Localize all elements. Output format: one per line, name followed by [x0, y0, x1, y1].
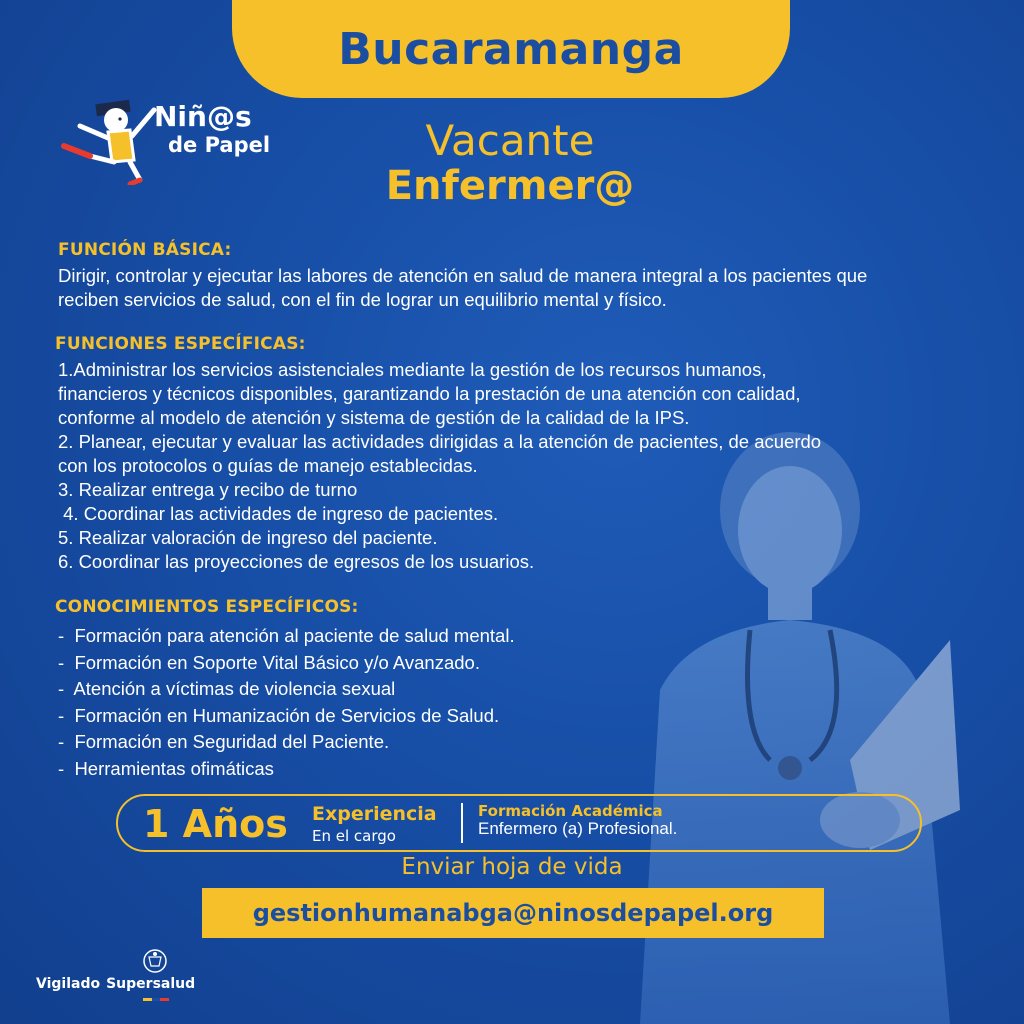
basic-function-text: [58, 264, 867, 312]
function-line: conforme al modelo de atención y sistema de gestión de la calidad de la IPS.: [58, 407, 690, 428]
function-line: 5. Realizar valoración de ingreso del paciente.: [58, 527, 438, 548]
logo-line-2: de Papel: [168, 133, 271, 157]
supersalud-label: Supersalud: [106, 976, 196, 992]
knowledge-item: - Herramientas ofimáticas: [58, 757, 274, 779]
function-line: 4. Coordinar las actividades de ingreso de pacientes.: [58, 503, 499, 524]
knowledge-item: - Formación para atención al paciente de salud mental.: [58, 625, 515, 646]
function-line: con los protocolos o guías de manejo establecidas.: [58, 455, 478, 476]
function-line: financieros y técnicos disponibles, garantizando la prestación de una atención con calidad,: [58, 383, 801, 404]
email-banner[interactable]: [202, 888, 824, 938]
basic-function-title: FUNCIÓN BÁSICA:: [58, 240, 232, 260]
function-line: 1.Administrar los servicios asistenciales mediante la gestión de los recursos humanos,: [58, 359, 767, 380]
send-cv-label: Enviar hoja de vida: [401, 854, 623, 880]
experience-label: Experiencia: [312, 803, 437, 825]
function-line: 2. Planear, ejecutar y evaluar las actividades dirigidas a la atención de pacientes, de acuerdo: [58, 431, 822, 452]
specific-functions-title: FUNCIONES ESPECÍFICAS:: [55, 334, 306, 354]
specific-knowledge-title: CONOCIMIENTOS ESPECÍFICOS:: [55, 597, 359, 617]
specific-knowledge-list: [58, 623, 515, 782]
function-line: 6. Coordinar las proyecciones de egresos de los usuarios.: [58, 551, 535, 572]
function-line: 3. Realizar entrega y recibo de turno: [58, 479, 358, 500]
basic-function-line: reciben servicios de salud, con el fin de lograr un equilibrio mental y físico.: [58, 289, 667, 310]
city-banner: [232, 0, 790, 98]
logo-line-1: Niñ@s: [154, 100, 252, 133]
vacancy-position: Enfermer@: [385, 163, 635, 210]
experience-years: 1 Años: [143, 802, 288, 846]
supersalud-seal-icon: [140, 948, 170, 976]
vacancy-label: Vacante: [425, 116, 595, 165]
education-value: Enfermero (a) Profesional.: [478, 819, 678, 838]
basic-function-line: Dirigir, controlar y ejecutar las labores de atención en salud de manera integral a los pacientes que: [58, 265, 868, 286]
logo-wordmark: [154, 100, 271, 157]
knowledge-item: - Formación en Seguridad del Paciente.: [58, 731, 390, 752]
pill-divider: [461, 803, 463, 843]
specific-functions-list: [58, 358, 821, 574]
knowledge-item: - Formación en Humanización de Servicios de Salud.: [58, 704, 500, 726]
knowledge-item: - Formación en Soporte Vital Básico y/o Avanzado.: [58, 651, 480, 673]
vigilado-label: Vigilado: [36, 976, 101, 992]
vigilado-supersalud: [36, 976, 195, 992]
email-link[interactable]: gestionhumanabga@ninosdepapel.org: [252, 899, 774, 927]
vacancy-heading: [380, 118, 640, 208]
city-title: Bucaramanga: [338, 23, 684, 75]
colombia-flag-bar: [143, 998, 169, 1001]
education-label: Formación Académica: [478, 802, 663, 820]
experience-sub: En el cargo: [312, 827, 396, 845]
knowledge-item: - Atención a víctimas de violencia sexual: [58, 678, 396, 699]
